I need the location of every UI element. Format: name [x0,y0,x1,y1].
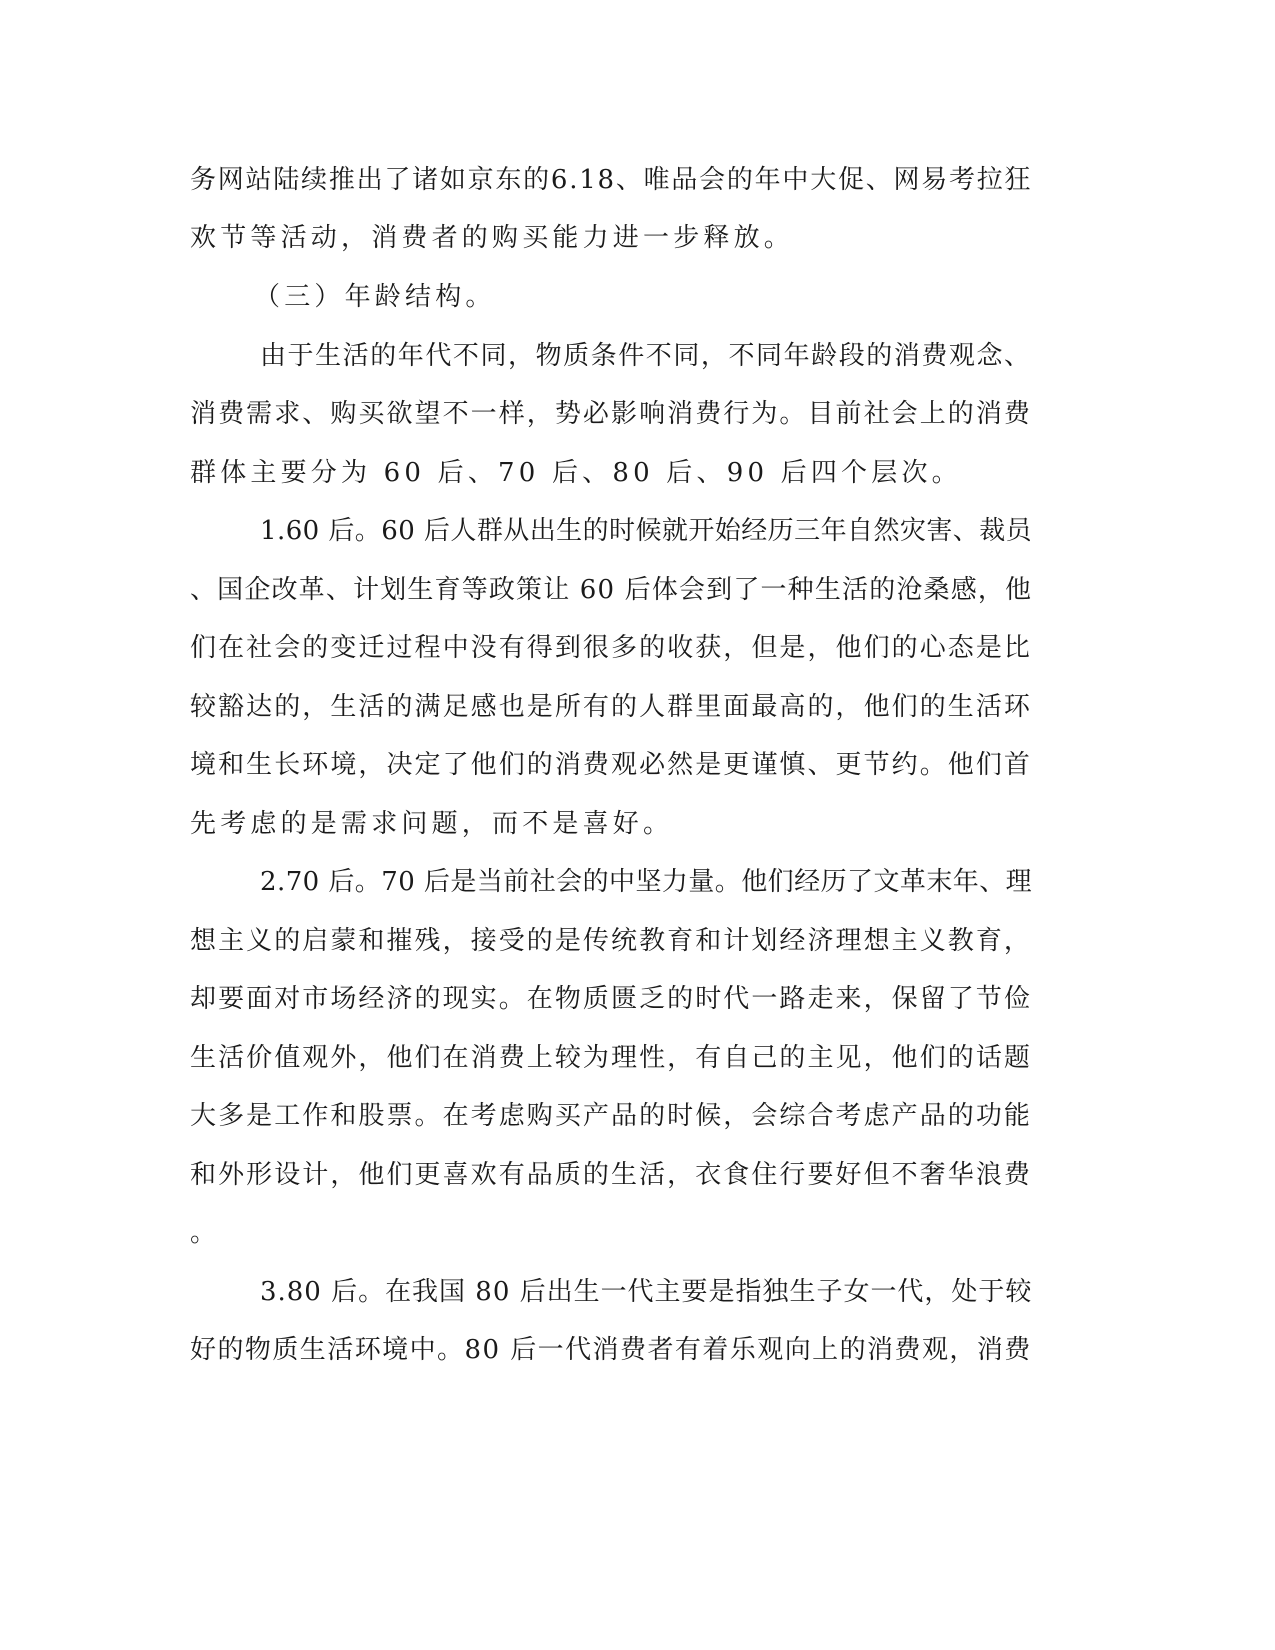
paragraph-line: 较豁达的，生活的满足感也是所有的人群里面最高的，他们的生活环 [190,692,1033,722]
paragraph-line: 务网站陆续推出了诸如京东的6.18、唯品会的年中大促、网易考拉狂 [190,165,1033,195]
paragraph-line: 生活价值观外，他们在消费上较为理性，有自己的主见，他们的话题 [190,1043,1033,1073]
paragraph-line: 消费需求、购买欲望不一样，势必影响消费行为。目前社会上的消费 [190,399,1033,429]
paragraph-line: 大多是工作和股票。在考虑购买产品的时候，会综合考虑产品的功能 [190,1101,1033,1131]
paragraph-line: 和外形设计，他们更喜欢有品质的生活，衣食住行要好但不奢华浪费 [190,1160,1033,1190]
paragraph-line: 、国企改革、计划生育等政策让 60 后体会到了一种生活的沧桑感，他 [190,575,1033,605]
paragraph-line: 2.70 后。70 后是当前社会的中坚力量。他们经历了文革末年、理 [260,867,1033,897]
paragraph-line: 境和生长环境，决定了他们的消费观必然是更谨慎、更节约。他们首 [190,750,1033,780]
paragraph-line: 1.60 后。60 后人群从出生的时候就开始经历三年自然灾害、裁员 [260,516,1033,546]
paragraph-line: 。 [190,1218,221,1248]
paragraph-line: 由于生活的年代不同，物质条件不同，不同年龄段的消费观念、 [260,341,1032,371]
paragraph-line: 群体主要分为 60 后、70 后、80 后、90 后四个层次。 [190,458,962,488]
paragraph-line: 欢节等活动，消费者的购买能力进一步释放。 [190,223,795,253]
paragraph-line: 们在社会的变迁过程中没有得到很多的收获，但是，他们的心态是比 [190,633,1033,663]
paragraph-line: 先考虑的是需求问题，而不是喜好。 [190,809,674,839]
paragraph-line: 却要面对市场经济的现实。在物质匮乏的时代一路走来，保留了节俭 [190,984,1033,1014]
section-heading: （三）年龄结构。 [254,282,496,312]
paragraph-line: 3.80 后。在我国 80 后出生一代主要是指独生子女一代，处于较 [260,1277,1033,1307]
paragraph-line: 好的物质生活环境中。80 后一代消费者有着乐观向上的消费观，消费 [190,1335,1032,1365]
paragraph-line: 想主义的启蒙和摧残，接受的是传统教育和计划经济理想主义教育， [190,926,1033,956]
